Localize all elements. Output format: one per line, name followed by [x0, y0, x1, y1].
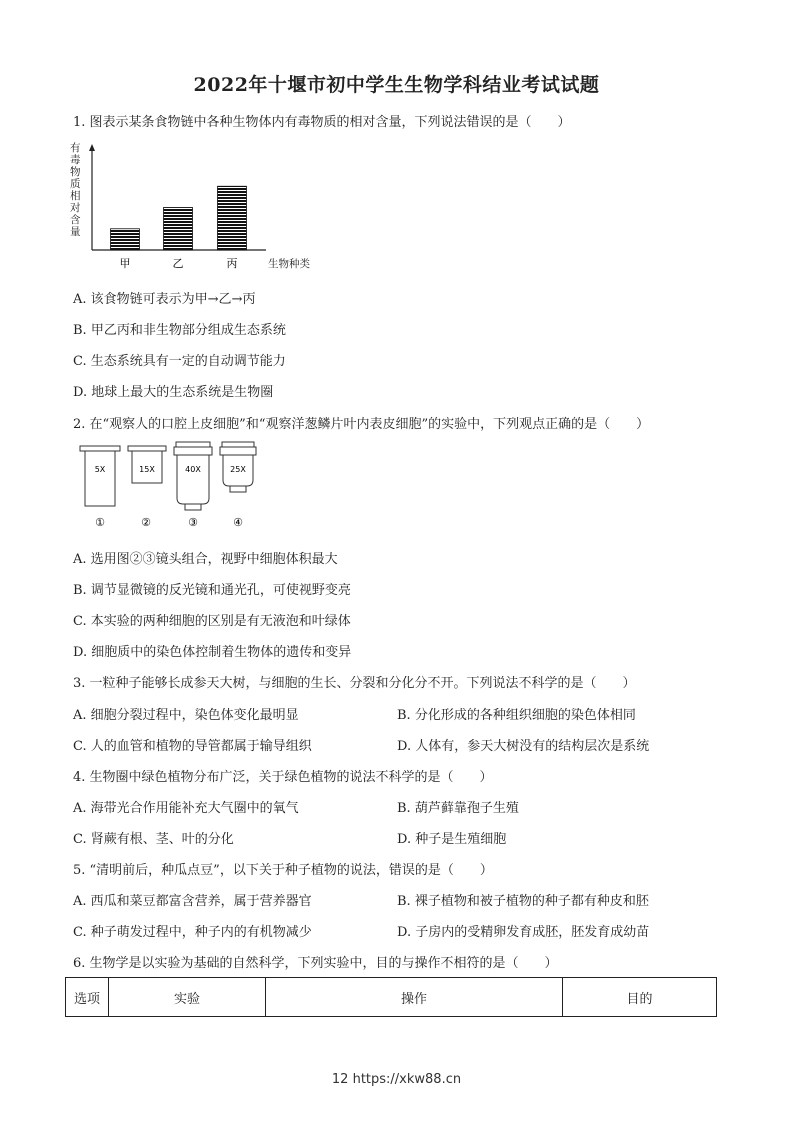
question-1-stem: 1. 图表示某条食物链中各种生物体内有毒物质的相对含量，下列说法错误的是（ ）: [73, 115, 571, 130]
question-6-stem: 6. 生物学是以实验为基础的自然科学，下列实验中，目的与操作不相符的是（ ）: [73, 956, 558, 971]
table-header-row: [66, 978, 717, 1017]
table-header-purpose: 目的: [563, 978, 717, 1017]
eyepiece-15x: [128, 446, 166, 529]
page-footer: 12 https://xkw88.cn: [331, 1072, 462, 1087]
microscope-lenses-figure: [72, 440, 272, 535]
q5-option-b: B. 裸子植物和被子植物的种子都有种皮和胚: [397, 894, 649, 909]
table-header-experiment: 实验: [109, 978, 266, 1017]
q2-option-d: D. 细胞质中的染色体控制着生物体的遗传和变异: [73, 645, 352, 660]
lens-1-mag: 5X: [94, 465, 106, 474]
q3-option-b: B. 分化形成的各种组织细胞的染色体相同: [397, 708, 636, 723]
q1-option-d: D. 地球上最大的生态系统是生物圈: [73, 385, 274, 400]
question-5-stem: 5. “清明前后，种瓜点豆”，以下关于种子植物的说法，错误的是（ ）: [73, 863, 493, 878]
q5-option-a: A. 西瓜和菜豆都富含营养，属于营养器官: [73, 894, 312, 909]
y-axis-label-char: 质: [70, 178, 81, 190]
q5-option-c: C. 种子萌发过程中，种子内的有机物减少: [73, 925, 312, 940]
page-title: 2022年十堰市初中学生生物学科结业考试试题: [193, 74, 600, 96]
lens-4-number: ④: [233, 516, 243, 529]
question-2-stem: 2. 在“观察人的口腔上皮细胞”和“观察洋葱鳞片叶内表皮细胞”的实验中，下列观点正确的是（ ）: [73, 417, 650, 432]
x-tick-label-1: 甲: [119, 257, 131, 270]
q1-option-b: B. 甲乙丙和非生物部分组成生态系统: [73, 323, 286, 338]
q2-option-b: B. 调节显微镜的反光镜和通光孔，可使视野变亮: [73, 583, 351, 598]
chart-x-axis-label: 生物种类: [268, 258, 310, 270]
q6-table: [65, 977, 717, 1017]
y-axis-label-char: 物: [70, 166, 81, 178]
y-axis-label-char: 对: [70, 202, 81, 214]
q2-option-a: A. 选用图②③镜头组合，视野中细胞体积最大: [73, 552, 338, 567]
x-tick-label-2: 乙: [172, 257, 184, 270]
lens-4-mag: 25X: [230, 465, 246, 474]
objective-40x: [174, 442, 212, 529]
q1-option-c: C. 生态系统具有一定的自动调节能力: [73, 354, 286, 369]
bar-3: [218, 186, 247, 250]
table-header-operation: 操作: [266, 978, 563, 1017]
lens-2-mag: 15X: [139, 465, 155, 474]
q4-option-c: C. 肾蕨有根、茎、叶的分化: [73, 832, 234, 847]
y-axis-label-char: 毒: [70, 154, 81, 166]
lens-3-mag: 40X: [185, 465, 201, 474]
y-axis-label-char: 含: [70, 214, 81, 226]
q3-option-c: C. 人的血管和植物的导管都属于输导组织: [73, 739, 312, 754]
question-4-stem: 4. 生物圈中绿色植物分布广泛，关于绿色植物的说法不科学的是（ ）: [73, 770, 493, 785]
eyepiece-5x: [80, 446, 120, 529]
q4-option-d: D. 种子是生殖细胞: [397, 832, 507, 847]
y-axis-label-char: 有: [70, 142, 81, 154]
q1-option-a: A. 该食物链可表示为甲→乙→丙: [73, 292, 256, 307]
table-header-option: 选项: [66, 978, 109, 1017]
lens-2-number: ②: [141, 516, 151, 529]
q4-option-b: B. 葫芦藓靠孢子生殖: [397, 801, 519, 816]
bar-2: [164, 208, 193, 251]
y-axis-arrow: [89, 144, 95, 151]
objective-25x: [220, 442, 256, 529]
lens-1-number: ①: [95, 516, 105, 529]
question-3-stem: 3. 一粒种子能够长成参天大树，与细胞的生长、分裂和分化分不开。下列说法不科学的是（ ）: [73, 676, 636, 691]
y-axis-label-char: 相: [70, 190, 81, 202]
q2-option-c: C. 本实验的两种细胞的区别是有无液泡和叶绿体: [73, 614, 351, 629]
q5-option-d: D. 子房内的受精卵发育成胚，胚发育成幼苗: [397, 925, 650, 940]
lens-3-number: ③: [188, 516, 198, 529]
chart-svg: [66, 140, 336, 275]
y-axis-label-char: 量: [70, 226, 81, 238]
bar-1: [111, 229, 140, 250]
q3-option-a: A. 细胞分裂过程中，染色体变化最明显: [73, 708, 299, 723]
x-tick-label-3: 丙: [226, 257, 238, 270]
q3-option-d: D. 人体有，参天大树没有的结构层次是系统: [397, 739, 650, 754]
toxin-bar-chart: [66, 140, 336, 275]
q4-option-a: A. 海带光合作用能补充大气圈中的氧气: [73, 801, 299, 816]
